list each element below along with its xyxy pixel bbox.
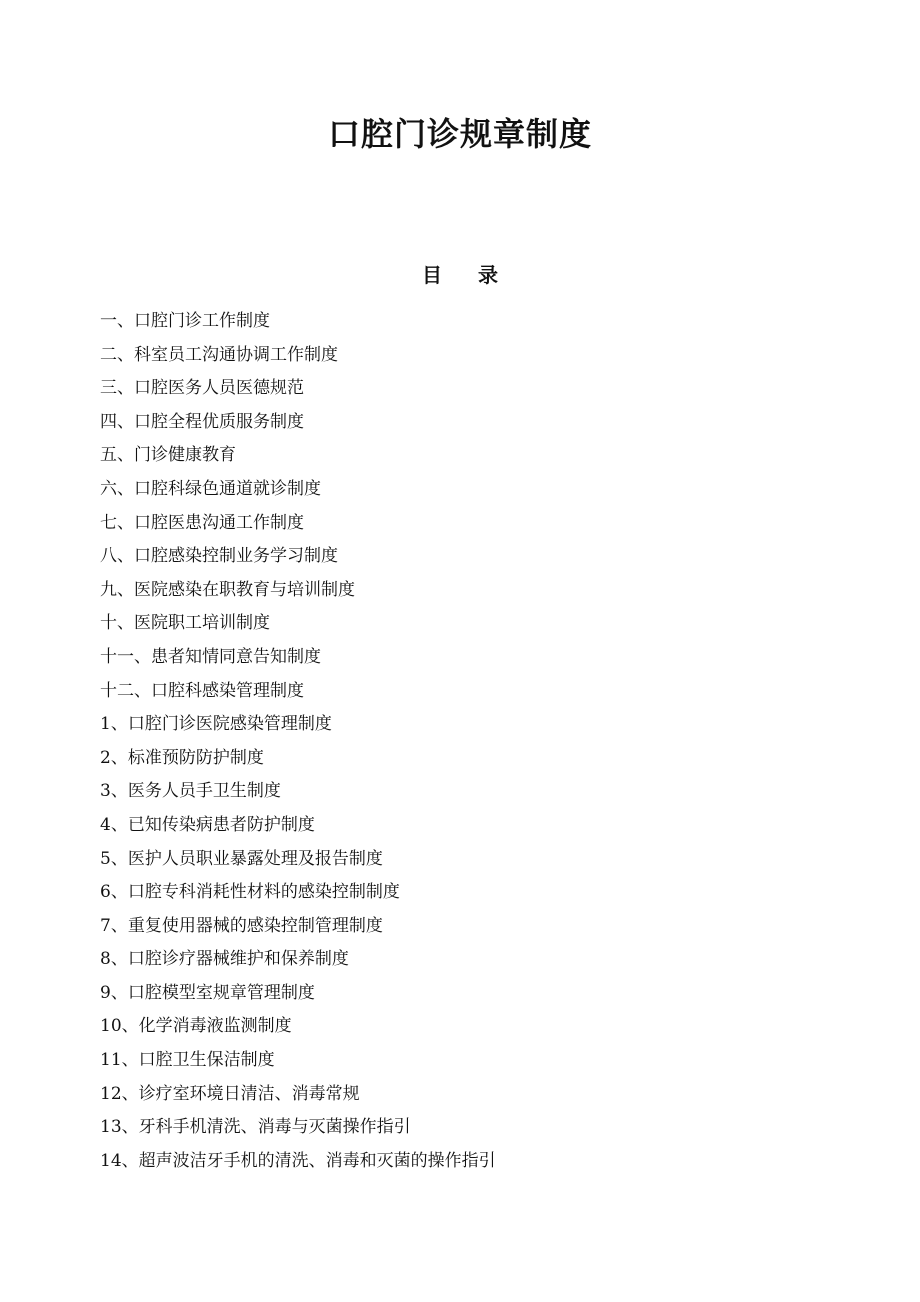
toc-heading [0,260,920,290]
toc-item: 9、口腔模型室规章管理制度 [100,982,315,1003]
toc-list [100,306,860,1179]
toc-item: 1、口腔门诊医院感染管理制度 [100,714,332,735]
toc-item: 14、超声波洁牙手机的清洗、消毒和灭菌的操作指引 [100,1150,496,1171]
toc-item: 11、口腔卫生保洁制度 [100,1050,275,1071]
toc-item: 6、口腔专科消耗性材料的感染控制制度 [100,882,400,903]
toc-item: 十一、患者知情同意告知制度 [100,646,321,667]
toc-item: 五、门诊健康教育 [100,445,236,466]
toc-item: 8、口腔诊疗器械维护和保养制度 [100,949,349,970]
toc-item: 四、口腔全程优质服务制度 [100,411,304,432]
toc-heading-right: 录 [478,263,498,287]
toc-item: 二、科室员工沟通协调工作制度 [100,344,338,365]
toc-item: 八、口腔感染控制业务学习制度 [100,546,338,567]
toc-item: 2、标准预防防护制度 [100,747,264,768]
toc-item: 一、口腔门诊工作制度 [100,311,270,331]
toc-item: 7、重复使用器械的感染控制管理制度 [100,915,383,936]
toc-heading-left: 目 [422,263,442,287]
toc-item: 十、医院职工培训制度 [100,613,270,634]
toc-item: 12、诊疗室环境日清洁、消毒常规 [100,1083,360,1104]
document-title: 口腔门诊规章制度 [327,115,592,153]
toc-item: 九、医院感染在职教育与培训制度 [100,579,355,600]
toc-item: 六、口腔科绿色通道就诊制度 [100,478,321,499]
toc-item: 5、医护人员职业暴露处理及报告制度 [100,848,383,869]
toc-item: 七、口腔医患沟通工作制度 [100,512,304,533]
toc-item: 13、牙科手机清洗、消毒与灭菌操作指引 [100,1117,411,1138]
toc-item: 十二、口腔科感染管理制度 [100,680,304,701]
toc-item: 4、已知传染病患者防护制度 [100,814,315,835]
toc-item: 10、化学消毒液监测制度 [100,1016,292,1037]
toc-item: 三、口腔医务人员医德规范 [100,378,304,399]
toc-item: 3、医务人员手卫生制度 [100,781,281,802]
